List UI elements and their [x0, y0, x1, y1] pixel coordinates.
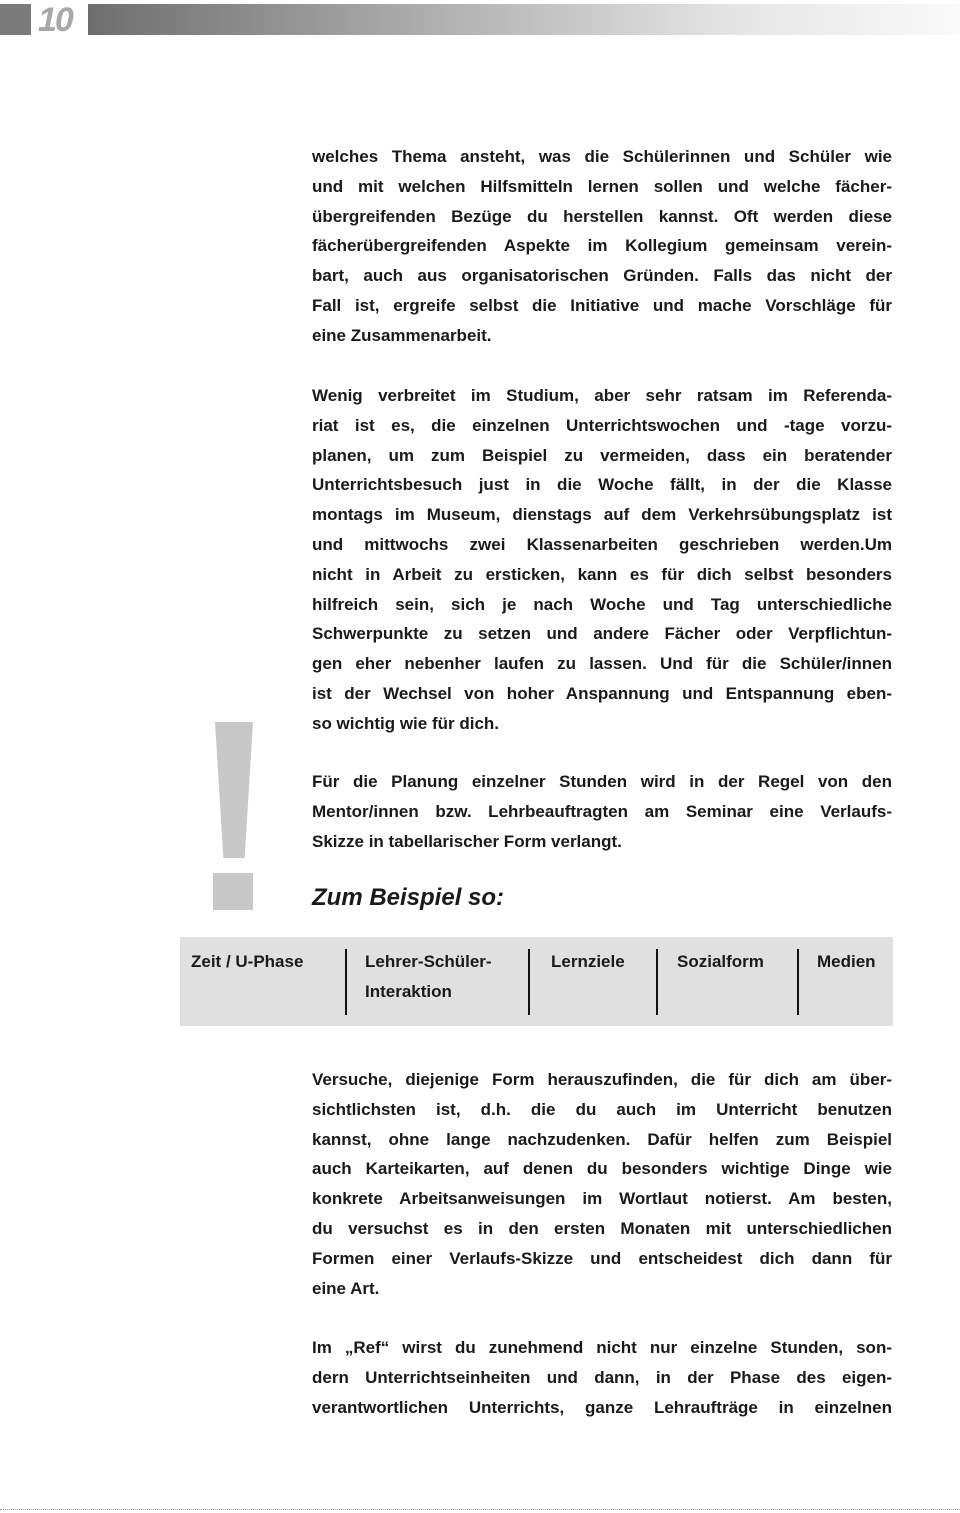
column-header-time: Zeit / U-Phase	[191, 952, 304, 971]
column-divider	[345, 949, 347, 1015]
text-line: montags im Museum, dienstags auf dem Verkehrsübungsplatz ist	[312, 505, 892, 525]
text-line: Für die Planung einzelner Stunden wird in der Regel von den	[312, 772, 892, 791]
text-line: eine Art.	[312, 1278, 380, 1298]
paragraph-4	[312, 1065, 892, 1303]
text-line: Fall ist, ergreife selbst die Initiative und mache Vorschläge für	[312, 295, 892, 315]
footer-dotted-line	[0, 1509, 960, 1510]
exclamation-icon	[215, 722, 253, 858]
text-line: Skizze in tabellarischer Form verlangt.	[312, 831, 622, 851]
text-line: riat ist es, die einzelnen Unterrichtswochen und -tage vorzu-	[312, 415, 892, 435]
example-heading: Zum Beispiel so:	[312, 884, 505, 911]
text-line: übergreifenden Bezüge du herstellen kannst. Oft werden diese	[312, 206, 892, 226]
column-header-interaction: Lehrer-Schüler- Interaktion	[365, 952, 492, 1001]
text-line: sichtlichsten ist, d.h. die du auch im Unterricht benutzen	[312, 1099, 892, 1119]
text-line: Im „Ref“ wirst du zunehmend nicht nur einzelne Stunden, son-	[312, 1338, 892, 1357]
text-line: gen eher nebenher laufen zu lassen. Und für die Schüler/innen	[312, 654, 892, 674]
header-block	[0, 4, 31, 35]
paragraph-1	[312, 142, 892, 351]
column-header-goals: Lernziele	[551, 952, 625, 971]
text-line: eine Zusammenarbeit.	[312, 325, 492, 345]
exclamation-dot	[213, 873, 253, 910]
column-header-media: Medien	[817, 952, 876, 971]
text-line: bart, auch aus organisatorischen Gründen. Falls das nicht der	[312, 266, 892, 286]
text-line: Schwerpunkte zu setzen und andere Fächer oder Verpflichtun-	[312, 624, 892, 644]
text-line: kannst, ohne lange nachzudenken. Dafür helfen zum Beispiel	[312, 1129, 892, 1149]
text-line: fächerübergreifenden Aspekte im Kollegium gemeinsam verein-	[312, 236, 892, 256]
text-line: Wenig verbreitet im Studium, aber sehr ratsam im Referenda-	[312, 386, 892, 405]
paragraph-3	[312, 767, 892, 856]
text-line: Versuche, diejenige Form herauszufinden, die für dich am über-	[312, 1070, 892, 1089]
column-divider	[528, 949, 530, 1015]
text-line: konkrete Arbeitsanweisungen im Wortlaut notierst. Am besten,	[312, 1189, 892, 1209]
paragraph-2	[312, 381, 892, 739]
column-divider	[797, 949, 799, 1015]
text-line: und mit welchen Hilfsmitteln lernen sollen und welche fächer-	[312, 176, 892, 196]
text-line: dern Unterrichtseinheiten und dann, in der Phase des eigen-	[312, 1367, 892, 1387]
text-line: ist der Wechsel von hoher Anspannung und Entspannung eben-	[312, 683, 892, 703]
text-line: verantwortlichen Unterrichts, ganze Lehraufträge in einzelnen	[312, 1397, 892, 1417]
text-line: Formen einer Verlaufs-Skizze und entscheidest dich dann für	[312, 1248, 892, 1268]
text-line: welches Thema ansteht, was die Schülerinnen und Schüler wie	[312, 147, 892, 166]
text-line: du versuchst es in den ersten Monaten mit unterschiedlichen	[312, 1218, 892, 1238]
text-line: planen, um zum Beispiel zu vermeiden, dass ein beratender	[312, 445, 892, 465]
text-line: hilfreich sein, sich je nach Woche und Tag unterschiedliche	[312, 594, 892, 614]
header-gradient-bar	[88, 4, 960, 35]
paragraph-5	[312, 1333, 892, 1422]
text-line: Unterrichtsbesuch just in die Woche fällt, in der die Klasse	[312, 475, 892, 495]
column-header-social-form: Sozialform	[677, 952, 764, 971]
planning-table-header	[180, 937, 893, 1026]
text-line: auch Karteikarten, auf denen du besonders wichtige Dinge wie	[312, 1159, 892, 1179]
text-line: Mentor/innen bzw. Lehrbeauftragten am Seminar eine Verlaufs-	[312, 801, 892, 821]
text-line: und mittwochs zwei Klassenarbeiten geschrieben werden.Um	[312, 534, 892, 554]
page-number: 10	[38, 1, 72, 39]
text-line: so wichtig wie für dich.	[312, 713, 500, 733]
text-line: nicht in Arbeit zu ersticken, kann es für dich selbst besonders	[312, 564, 892, 584]
column-divider	[656, 949, 658, 1015]
